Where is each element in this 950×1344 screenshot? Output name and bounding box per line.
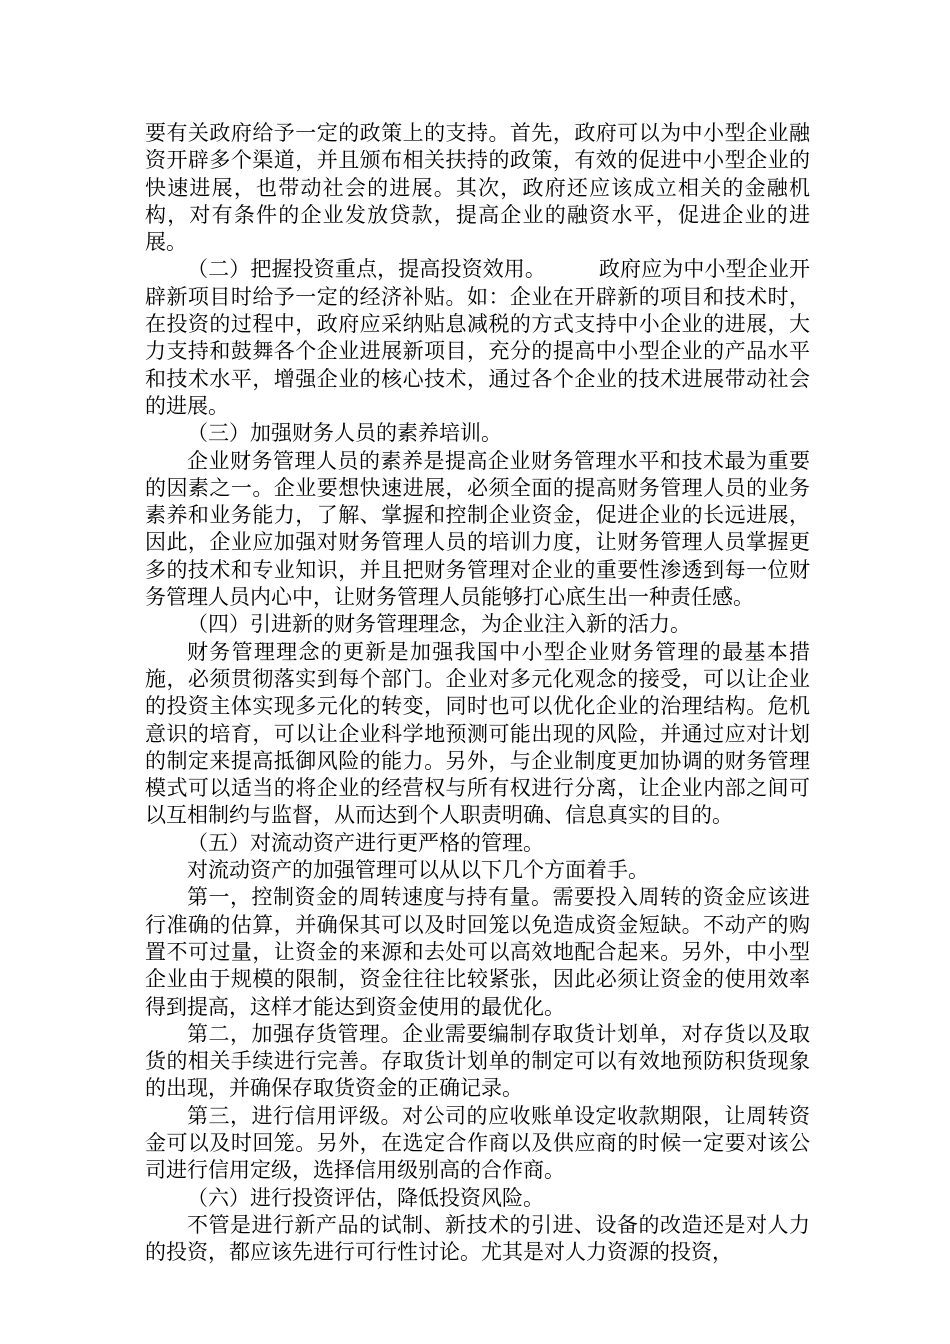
paragraph-8: 第三，进行信用评级。对公司的应收账单设定收款期限，让周转资金可以及时回笼。另外，在选定合作商以及供应商的时候一定要对该公司进行信用定级，选择信用级别高的合作商。 bbox=[145, 1103, 810, 1183]
paragraph-3: 企业财务管理人员的素养是提高企业财务管理水平和技术最为重要的因素之一。企业要想快速进展，必须全面的提高财务管理人员的业务素养和业务能力，了解、掌握和控制企业资金，促进企业的长远进展，因此，企业应加强对财务管理人员的培训力度，让财务管理人员掌握更多的技术和专业知识，并且把财务管理对企业的重要性渗透到每一位财务管理人员内心中，让财务管理人员能够打心底生出一种责任感。 bbox=[145, 448, 810, 610]
paragraph-9: 不管是进行新产品的试制、新技术的引进、设备的改造还是对人力的投资，都应该先进行可行性讨论。尤其是对人力资源的投资， bbox=[145, 1212, 810, 1265]
paragraph-7: 第二，加强存货管理。企业需要编制存取货计划单，对存货以及取货的相关手续进行完善。存取货计划单的制定可以有效地预防积货现象的出现，并确保存取货资金的正确记录。 bbox=[145, 1021, 810, 1101]
paragraph-4: 财务管理理念的更新是加强我国中小型企业财务管理的最基本措施，必须贯彻落实到每个部门。企业对多元化观念的接受，可以让企业的投资主体实现多元化的转变，同时也可以优化企业的治理结构。危机意识的培育，可以让企业科学地预测可能出现的风险，并通过应对计划的制定来提高抵御风险的能力。另外，与企业制度更加协调的财务管理模式可以适当的将企业的经营权与所有权进行分离，让企业内部之间可以互相制约与监督，从而达到个人职责明确、信息真实的目的。 bbox=[145, 639, 810, 828]
heading-section-5: （五）对流动资产进行更严格的管理。 bbox=[187, 830, 544, 855]
paragraph-6: 第一，控制资金的周转速度与持有量。需要投入周转的资金应该进行准确的估算，并确保其可以及时回笼以免造成资金短缺。不动产的购置不可过量，让资金的来源和去处可以高效地配合起来。另外，中小型企业由于规模的限制，资金往往比较紧张，因此必须让资金的使用效率得到提高，这样才能达到资金使用的最优化。 bbox=[145, 885, 810, 1019]
body-text bbox=[145, 120, 810, 1266]
paragraph-1: 要有关政府给予一定的政策上的支持。首先，政府可以为中小型企业融资开辟多个渠道，并且颁布相关扶持的政策，有效的促进中小型企业的快速进展，也带动社会的进展。其次，政府还应该成立相关的金融机构，对有条件的企业发放贷款，提高企业的融资水平，促进企业的进展。 bbox=[145, 121, 810, 255]
heading-section-3: （三）加强财务人员的素养培训。 bbox=[187, 421, 502, 446]
paragraph-2: （二）把握投资重点，提高投资效用。 政府应为中小型企业开辟新项目时给予一定的经济补贴。如：企业在开辟新的项目和技术时，在投资的过程中，政府应采纳贴息减税的方式支持中小企业的进展，大力支持和鼓舞各个企业进展新项目，充分的提高中小型企业的产品水平和技术水平，增强企业的核心技术，通过各个企业的技术进展带动社会的进展。 bbox=[145, 257, 810, 418]
paragraph-5: 对流动资产的加强管理可以从以下几个方面着手。 bbox=[187, 858, 649, 883]
heading-section-6: （六）进行投资评估，降低投资风险。 bbox=[187, 1185, 544, 1210]
heading-section-4: （四）引进新的财务管理理念，为企业注入新的活力。 bbox=[187, 612, 691, 637]
